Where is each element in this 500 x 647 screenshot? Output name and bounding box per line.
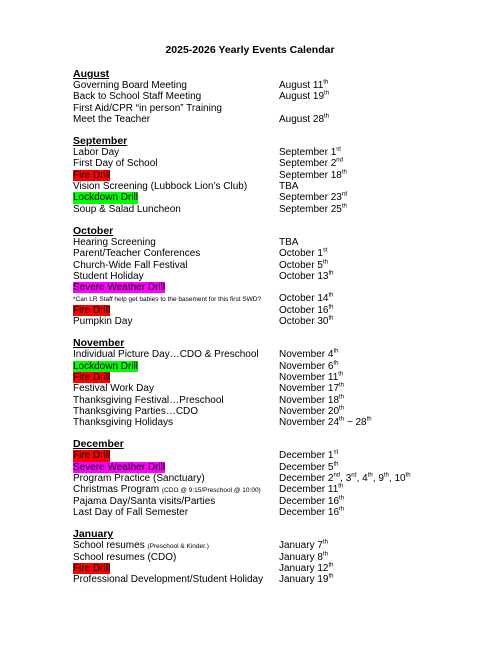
- event-name: Vision Screening (Lubbock Lion’s Club): [73, 181, 248, 193]
- event-name: Last Day of Fall Semester: [73, 506, 189, 518]
- event-name: Lockdown Drill: [73, 192, 139, 204]
- event-name: Governing Board Meeting: [73, 80, 187, 91]
- event-date: October 30th: [279, 315, 334, 328]
- event-date: October 16th: [279, 304, 334, 316]
- event-name: Christmas Program (CDO @ 9:15/Preschool @ 10:00): [73, 484, 261, 496]
- month-heading: October: [73, 224, 114, 237]
- event-row: [73, 237, 493, 248]
- event-date: September 23rd: [279, 192, 348, 204]
- event-row: [73, 361, 493, 372]
- event-row: [73, 552, 493, 563]
- month-section-september: [73, 135, 493, 215]
- event-row: [73, 417, 493, 428]
- event-name: Fire Drill: [73, 371, 111, 383]
- event-date: January 19th: [279, 573, 334, 586]
- event-name: Fire Drill: [73, 169, 111, 181]
- event-row: [73, 563, 493, 574]
- event-name: Pajama Day/Santa visits/Parties: [73, 495, 216, 507]
- event-date: November 11th: [279, 371, 344, 383]
- event-date: November 17th: [279, 382, 345, 395]
- event-row: [73, 158, 493, 169]
- event-name: Fire Drill: [73, 450, 111, 462]
- event-name: Severe Weather Drill: [73, 282, 166, 294]
- event-name: Program Practice (Sanctuary): [73, 473, 205, 485]
- event-row: [73, 473, 493, 484]
- event-row: [73, 450, 493, 461]
- event-name: *Can LR Staff help get babies to the basement for this first SWD?: [73, 296, 262, 304]
- event-row: [73, 372, 493, 383]
- event-name: School resumes (CDO): [73, 551, 177, 563]
- event-name: Severe Weather Drill: [73, 461, 166, 473]
- event-date: December 2nd, 3rd, 4th, 9th, 10th: [279, 472, 411, 485]
- event-row: [73, 204, 493, 215]
- event-date: December 1st: [279, 450, 339, 462]
- event-date: October 1st: [279, 247, 328, 260]
- month-section-december: [73, 438, 493, 518]
- event-row: [73, 147, 493, 158]
- month-heading: August: [73, 68, 110, 80]
- event-date: December 11th: [279, 483, 344, 496]
- month-section-october: [73, 225, 493, 327]
- event-row: [73, 462, 493, 473]
- event-date: October 5th: [279, 259, 328, 271]
- event-date: December 16th: [279, 506, 345, 518]
- event-row: [73, 248, 493, 259]
- event-row: [73, 114, 493, 125]
- event-date: August 28th: [279, 113, 330, 125]
- event-date: September 2nd: [279, 158, 343, 170]
- event-name: First Aid/CPR “in person” Training: [73, 102, 222, 114]
- event-row: [73, 170, 493, 181]
- month-section-january: [73, 528, 493, 585]
- event-row: [73, 305, 493, 316]
- event-row: [73, 574, 493, 585]
- page-title: 2025-2026 Yearly Events Calendar: [165, 44, 335, 56]
- event-date: January 12th: [279, 562, 334, 574]
- event-row: [73, 316, 493, 327]
- event-date: September 18th: [279, 169, 347, 181]
- month-section-august: [73, 68, 493, 125]
- month-heading: January: [73, 528, 114, 541]
- event-row: [73, 395, 493, 406]
- event-date: August 19th: [279, 90, 330, 103]
- event-date: TBA: [279, 181, 299, 193]
- event-date: September 1st: [279, 146, 341, 159]
- event-date: December 16th: [279, 495, 345, 507]
- event-row: [73, 507, 493, 518]
- month-heading: December: [73, 438, 124, 451]
- event-row: [73, 293, 493, 304]
- event-name: Professional Development/Student Holiday: [73, 574, 264, 586]
- event-row: [73, 484, 493, 495]
- month-heading: November: [73, 337, 125, 350]
- month-section-november: [73, 337, 493, 428]
- event-date: January 7th: [279, 539, 328, 552]
- event-row: [73, 181, 493, 192]
- event-row: [73, 91, 493, 102]
- event-row: [73, 103, 493, 114]
- event-name: Thanksgiving Holidays: [73, 417, 174, 429]
- event-name: Thanksgiving Festival…Preschool: [73, 394, 224, 406]
- event-date: December 5th: [279, 461, 339, 473]
- event-name: Pumpkin Day: [73, 316, 133, 328]
- event-row: [73, 383, 493, 394]
- event-date: August 11th: [279, 79, 329, 91]
- event-name: Hearing Screening: [73, 236, 156, 248]
- event-date: November 6th: [279, 360, 339, 372]
- event-name: Parent/Teacher Conferences: [73, 248, 201, 260]
- month-heading: September: [73, 135, 128, 148]
- event-date: TBA: [279, 236, 299, 248]
- event-row: [73, 282, 493, 293]
- event-name: Labor Day: [73, 147, 120, 159]
- event-date: November 4th: [279, 349, 339, 361]
- event-row: [73, 349, 493, 360]
- event-date: October 14th: [279, 293, 334, 305]
- event-date: September 25th: [279, 203, 347, 215]
- event-row: [73, 271, 493, 282]
- event-name: Soup & Salad Luncheon: [73, 203, 181, 215]
- event-name: Meet the Teacher: [73, 113, 151, 125]
- event-date: November 24th ~ 28th: [279, 416, 372, 429]
- event-date: November 20th: [279, 405, 345, 417]
- event-name: Student Holiday: [73, 270, 144, 282]
- event-name: Thanksgiving Parties…CDO: [73, 405, 199, 417]
- event-name: First Day of School: [73, 158, 158, 170]
- event-name: Festival Work Day: [73, 383, 154, 395]
- event-name: Church-Wide Fall Festival: [73, 259, 188, 271]
- event-date: November 18th: [279, 394, 345, 406]
- event-row: [73, 192, 493, 203]
- event-row: [73, 260, 493, 271]
- event-date: October 13th: [279, 270, 334, 282]
- event-date: January 8th: [279, 551, 328, 563]
- event-row: [73, 80, 493, 91]
- event-name: Fire Drill: [73, 562, 111, 574]
- event-name: Lockdown Drill: [73, 360, 139, 372]
- event-name: Individual Picture Day…CDO & Preschool: [73, 349, 259, 361]
- calendar-body: [73, 68, 493, 595]
- event-name: School resumes (Preschool & Kinder.): [73, 540, 209, 552]
- event-name: Back to School Staff Meeting: [73, 91, 202, 103]
- event-row: [73, 406, 493, 417]
- event-name: Fire Drill: [73, 304, 111, 316]
- event-row: [73, 540, 493, 551]
- event-row: [73, 496, 493, 507]
